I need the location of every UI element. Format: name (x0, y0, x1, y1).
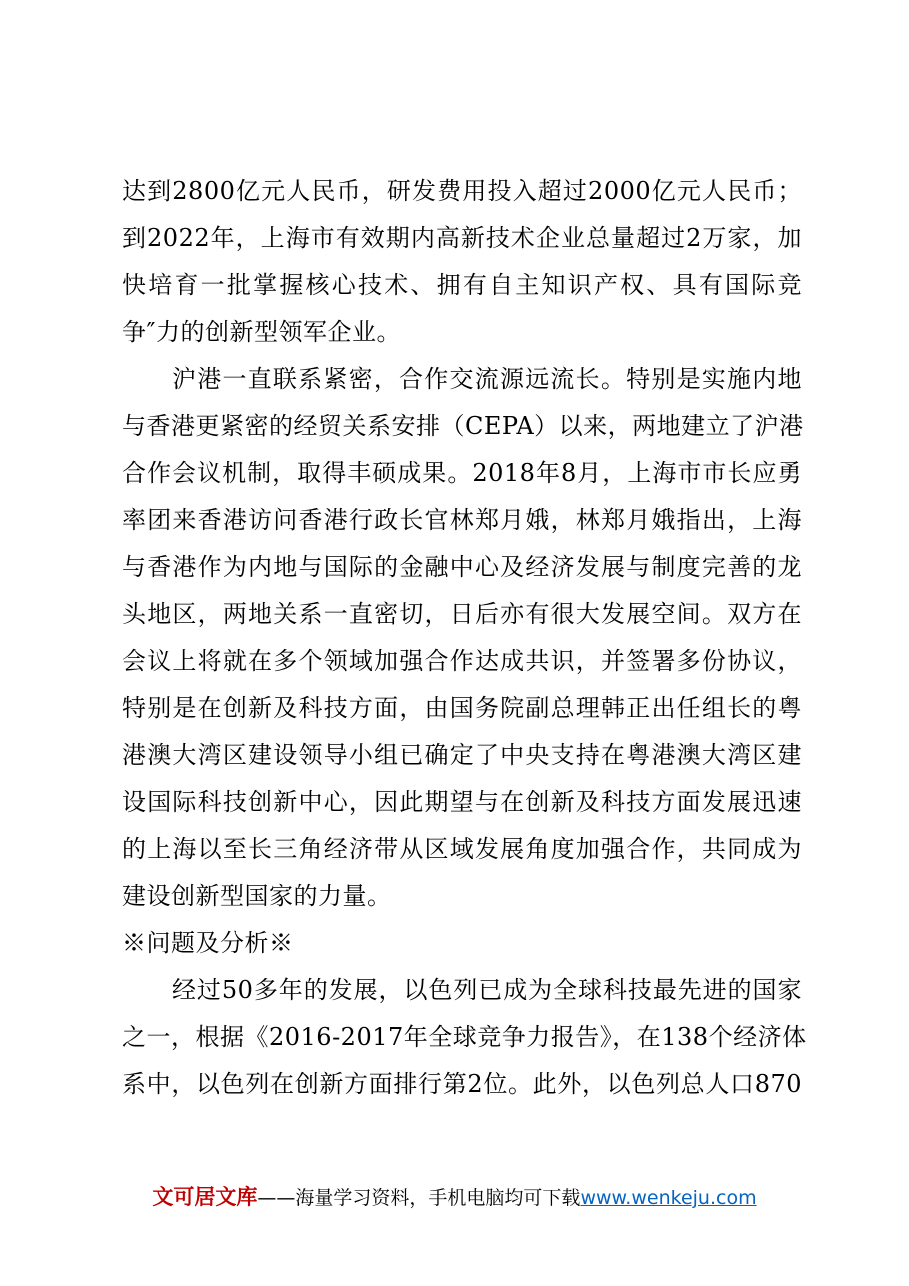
footer-brand: 文可居文库 (152, 1185, 258, 1209)
text-line: 港澳大湾区建设领导小组已确定了中央支持在粤港澳大湾区建 (122, 741, 802, 769)
text-line: 建设创新型国家的力量。 (122, 882, 392, 910)
text-line: 争″力的创新型领军企业。 (122, 318, 401, 346)
paragraph-first-line: 沪港一直联系紧密，合作交流源远流长。特别是实施内地 (172, 365, 802, 393)
text-line: 到2022年，上海市有效期内高新技术企业总量超过2万家，加 (122, 224, 802, 252)
page-footer (0, 1181, 909, 1211)
text-line: 头地区，两地关系一直密切，日后亦有很大发展空间。双方在 (122, 600, 802, 628)
footer-tagline: ——海量学习资料，手机电脑均可下载 (257, 1187, 581, 1209)
text-line: 设国际科技创新中心，因此期望与在创新及科技方面发展迅速 (122, 788, 802, 816)
text-line: 与香港更紧密的经贸关系安排（CEPA）以来，两地建立了沪港 (122, 412, 804, 440)
text-line: 与香港作为内地与国际的金融中心及经济发展与制度完善的龙 (122, 553, 802, 581)
text-line: 特别是在创新及科技方面，由国务院副总理韩正出任组长的粤 (122, 694, 802, 722)
text-line: 快培育一批掌握核心技术、拥有自主知识产权、具有国际竞 (122, 271, 802, 299)
footer-site-link[interactable]: www.wenkeju.com (580, 1187, 757, 1209)
text-line: 会议上将就在多个领域加强合作达成共识，并签署多份协议， (122, 647, 802, 675)
section-heading: ※问题及分析※ (122, 929, 294, 957)
text-line: 之一，根据《2016-2017年全球竞争力报告》，在138个经济体 (122, 1023, 807, 1051)
text-line: 系中，以色列在创新方面排行第2位。此外，以色列总人口870 (122, 1070, 802, 1098)
paragraph-first-line: 经过50多年的发展，以色列已成为全球科技最先进的国家 (172, 976, 802, 1004)
text-line: 合作会议机制，取得丰硕成果。2018年8月，上海市市长应勇 (122, 459, 802, 487)
text-line: 率团来香港访问香港行政长官林郑月娥，林郑月娥指出，上海 (122, 506, 802, 534)
text-line: 达到2800亿元人民币，研发费用投入超过2000亿元人民币； (122, 177, 802, 205)
text-line: 的上海以至长三角经济带从区域发展角度加强合作，共同成为 (122, 835, 802, 863)
document-body (122, 168, 807, 1108)
